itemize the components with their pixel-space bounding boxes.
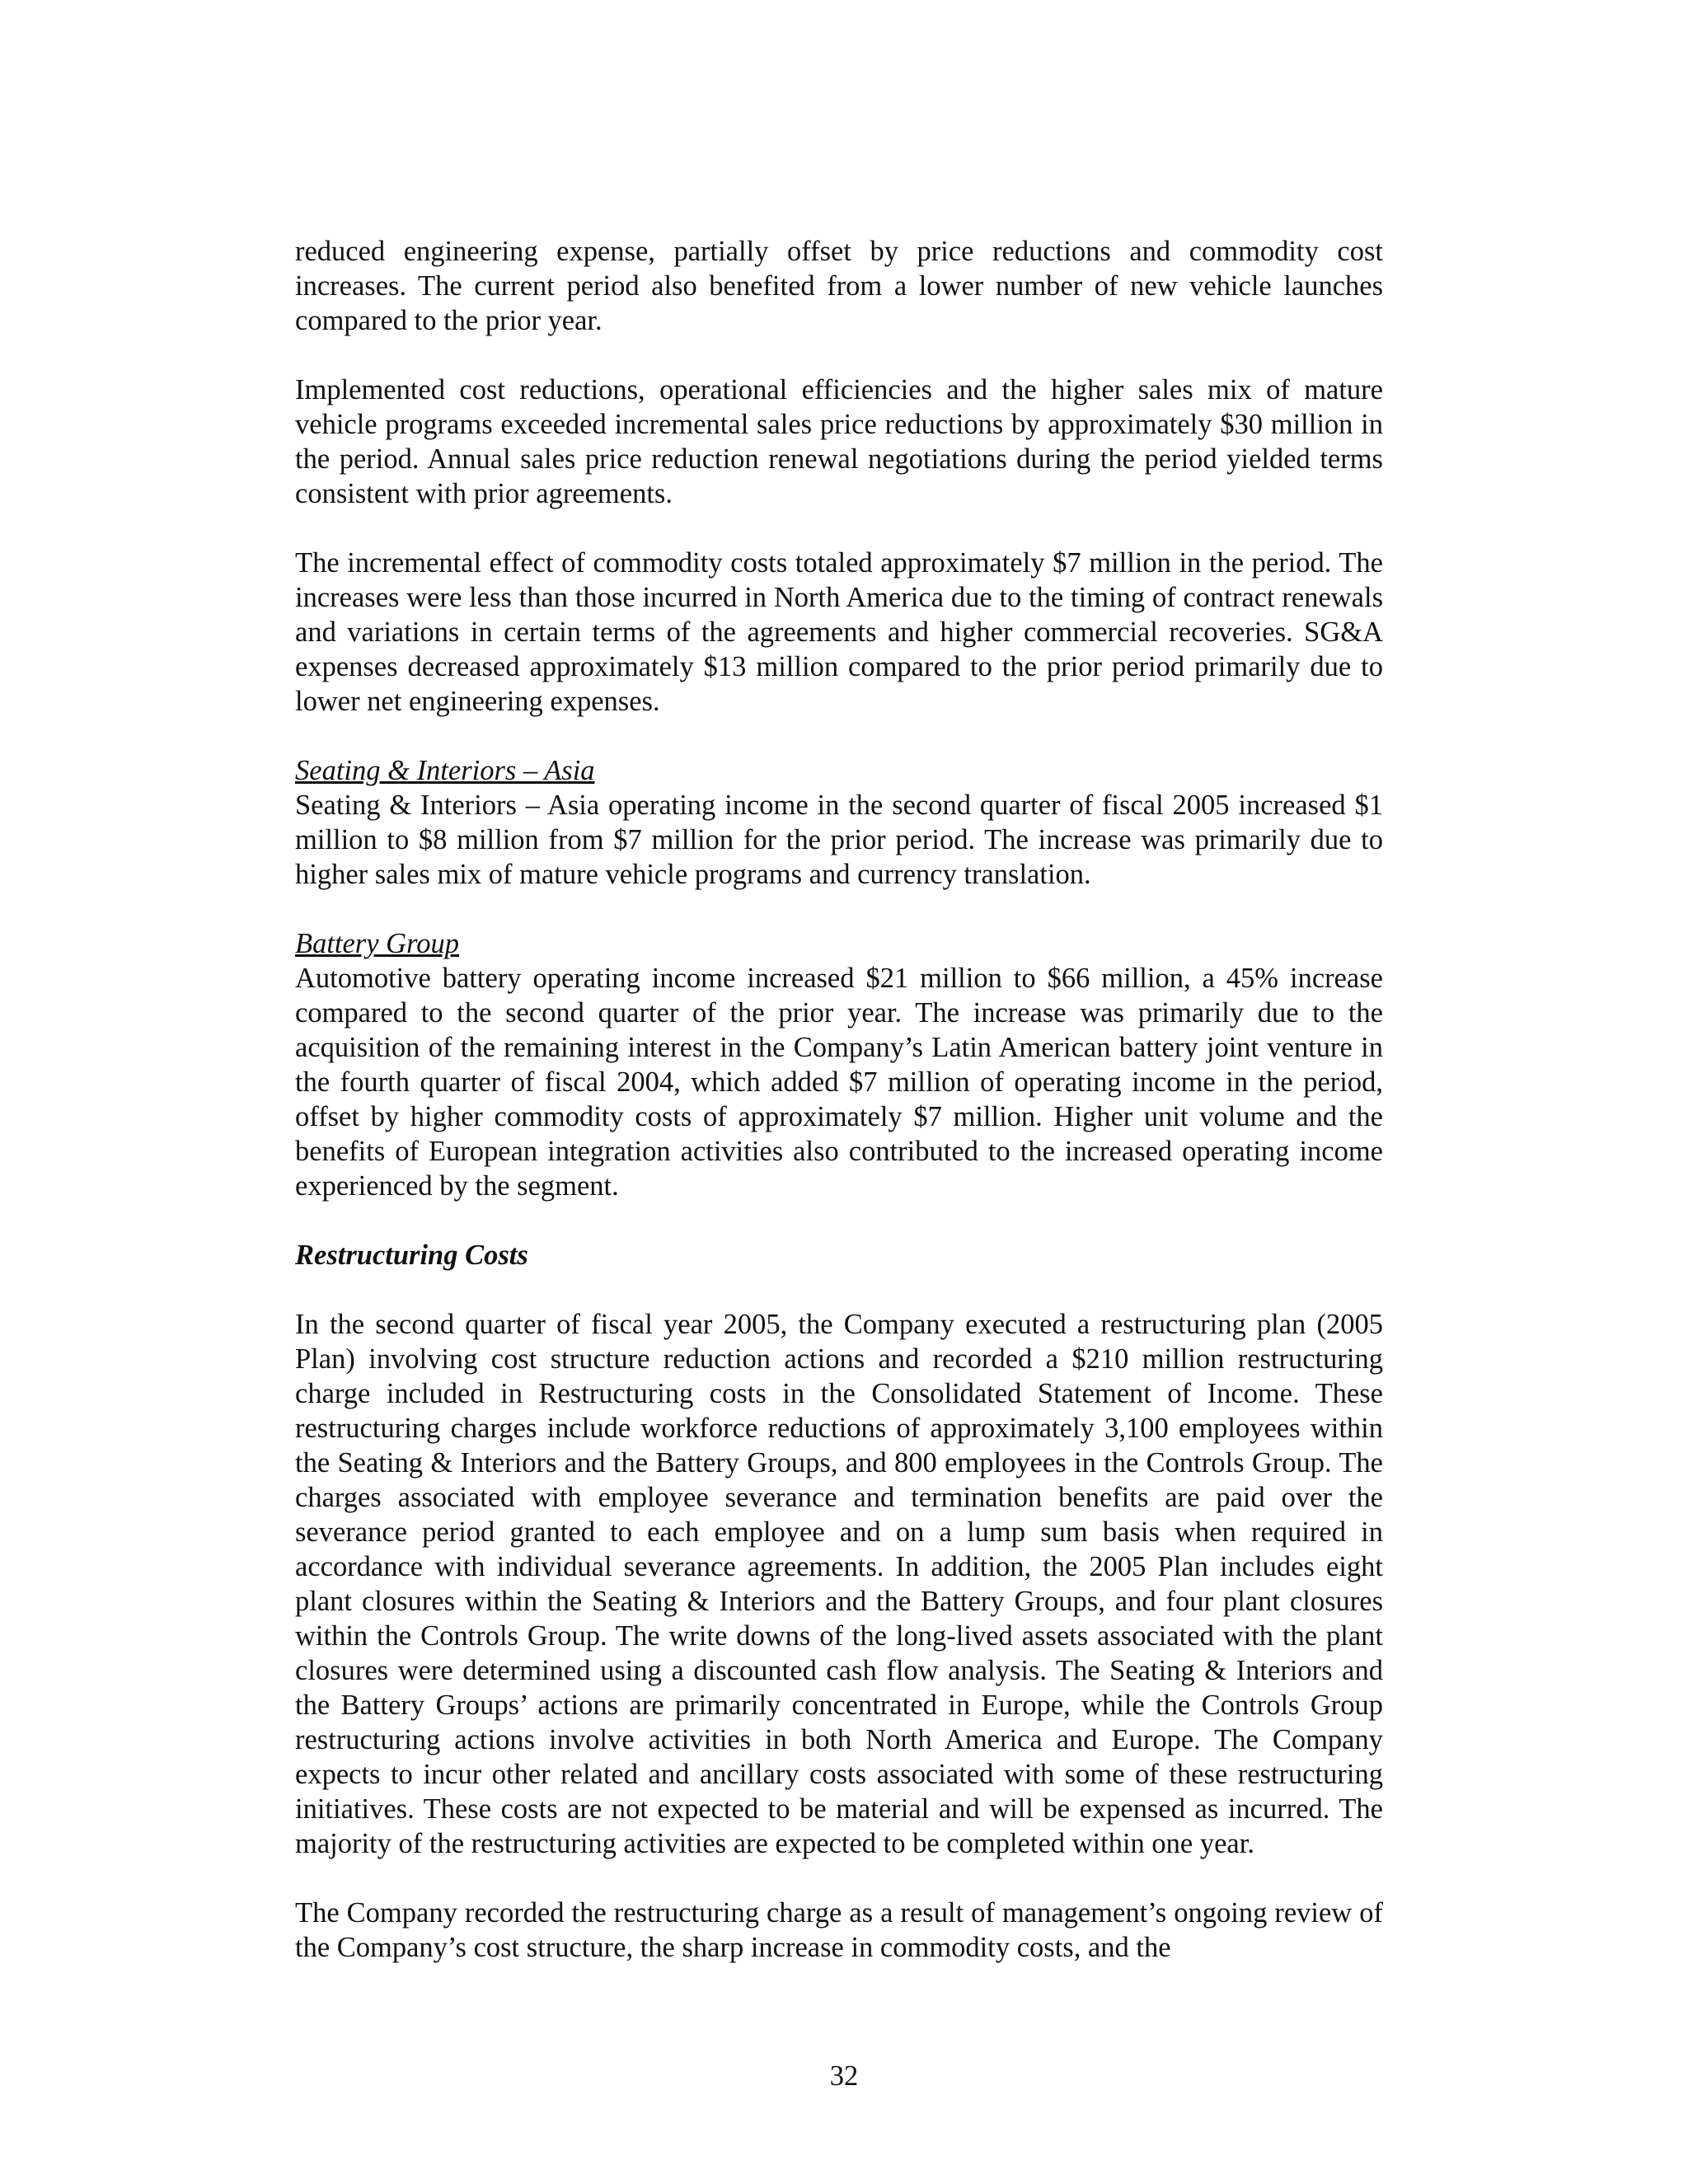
- paragraph-commodity-costs: The incremental effect of commodity costs totaled approximately $7 million in the period. The increases were less than those incurred in North America due to the timing of contract renewals and variations in certain terms of the agreements and higher commercial recoveries. SG&A expenses decreased approximately $13 million compared to the prior period primarily due to lower net engineering expenses.: [295, 547, 1383, 717]
- paragraph-restructuring-plan: In the second quarter of fiscal year 2005, the Company executed a restructuring plan (2005 Plan) involving cost structure reduction actions and recorded a $210 million restructuring charge included in Restructuring costs in the Consolidated Statement of Income. These restructuring charges include workforce reductions of approximately 3,100 employees within the Seating & Interiors and the Battery Groups, and 800 employees in the Controls Group. The charges associated with employee severance and termination benefits are paid over the severance period granted to each employee and on a lump sum basis when required in accordance with individual severance agreements. In addition, the 2005 Plan includes eight plant closures within the Seating & Interiors and the Battery Groups, and four plant closures within the Controls Group. The write downs of the long-lived assets associated with the plant closures were determined using a discounted cash flow analysis. The Seating & Interiors and the Battery Groups’ actions are primarily concentrated in Europe, while the Controls Group restructuring actions involve activities in both North America and Europe. The Company expects to incur other related and ancillary costs associated with some of these restructuring initiatives. These costs are not expected to be material and will be expensed as incurred. The majority of the restructuring activities are expected to be completed within one year.: [295, 1309, 1383, 1859]
- section-asia-title: Seating & Interiors – Asia: [295, 755, 595, 786]
- page-number: 32: [829, 2060, 859, 2092]
- paragraph-restructuring-charge: The Company recorded the restructuring charge as a result of management’s ongoing review of the Company’s cost structure, the sharp increase in commodity costs, and the: [295, 1897, 1383, 1963]
- section-battery: [295, 926, 1383, 1203]
- restructuring-heading: Restructuring Costs: [295, 1240, 528, 1271]
- paragraph-cost-reductions: Implemented cost reductions, operational efficiencies and the higher sales mix of mature vehicle programs exceeded incremental sales price reductions by approximately $30 million in the period. Annual sales price reduction renewal negotiations during the period yielded terms consistent with prior agreements.: [295, 374, 1383, 509]
- section-asia: [295, 753, 1383, 892]
- section-battery-title: Battery Group: [295, 928, 459, 959]
- section-asia-body: Seating & Interiors – Asia operating income in the second quarter of fiscal 2005 increased $1 million to $8 million from $7 million for the prior period. The increase was primarily due to higher sales mix of mature vehicle programs and currency translation.: [295, 790, 1383, 890]
- paragraph-engineering-expense: reduced engineering expense, partially offset by price reductions and commodity cost increases. The current period also benefited from a lower number of new vehicle launches compared to the prior year.: [295, 236, 1383, 336]
- section-battery-body: Automotive battery operating income increased $21 million to $66 million, a 45% increase compared to the second quarter of the prior year. The increase was primarily due to the acquisition of the remaining interest in the Company’s Latin American battery joint venture in the fourth quarter of fiscal 2004, which added $7 million of operating income in the period, offset by higher commodity costs of approximately $7 million. Higher unit volume and the benefits of European integration activities also contributed to the increased operating income experienced by the segment.: [295, 963, 1383, 1202]
- document-page: [295, 234, 1383, 1999]
